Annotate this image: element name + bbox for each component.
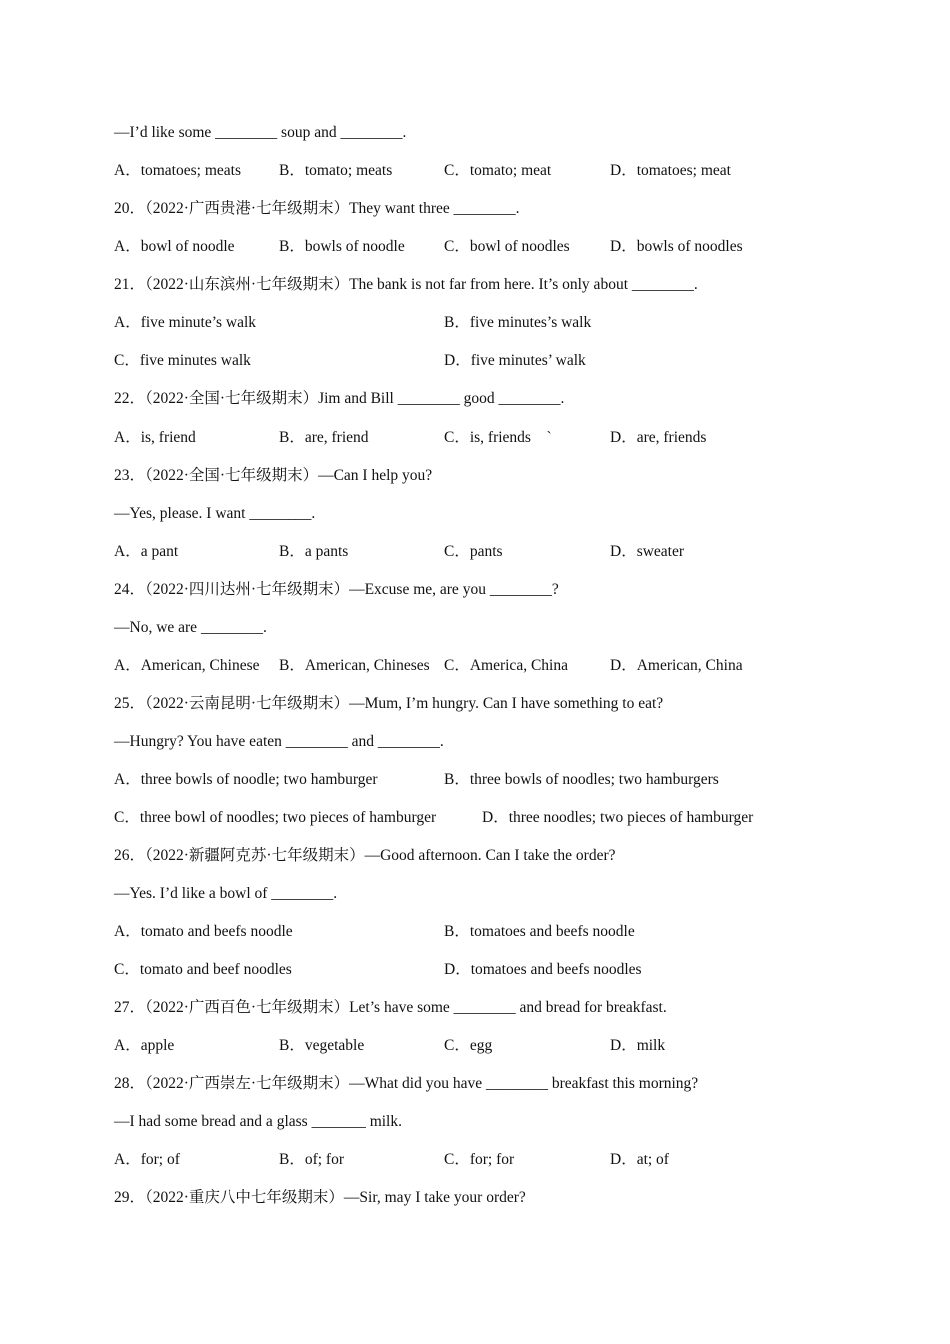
option-b: B．three bowls of noodles; two hamburgers [444, 771, 719, 788]
option-c: C．egg [444, 1037, 493, 1054]
option-d: D．at; of [610, 1151, 669, 1168]
option-c: C．tomato and beef noodles [114, 961, 292, 978]
option-b: B．vegetable [279, 1037, 365, 1054]
option-a: A．tomatoes; meats [114, 162, 241, 179]
option-a: A．for; of [114, 1151, 180, 1168]
option-d: D．milk [610, 1037, 666, 1054]
option-a: A．a pant [114, 543, 179, 560]
option-a: A．three bowls of noodle; two hamburger [114, 771, 378, 788]
question-28: 28．（2022·广西崇左·七年级期末）—What did you have ________ breakfast this morning? [114, 1075, 699, 1092]
option-d: D．bowls of noodles [610, 238, 743, 255]
option-a: A．is, friend [114, 429, 196, 446]
option-c: C．pants [444, 543, 503, 560]
option-d: D．sweater [610, 543, 685, 560]
option-c: C．America, China [444, 657, 568, 674]
option-c: C．five minutes walk [114, 352, 251, 369]
option-c: C．is, friends ` [444, 429, 552, 446]
option-b: B．tomato; meats [279, 162, 393, 179]
option-d: D．five minutes’ walk [444, 352, 586, 369]
question-26: 26．（2022·新疆阿克苏·七年级期末）—Good afternoon. Can I take the order? [114, 847, 616, 864]
question-24: 24．（2022·四川达州·七年级期末）—Excuse me, are you ________? [114, 581, 559, 598]
option-b: B．bowls of noodle [279, 238, 405, 255]
question-line: —I’d like some ________ soup and ________. [114, 124, 407, 141]
option-b: B．five minutes’s walk [444, 314, 592, 331]
question-25-reply: —Hungry? You have eaten ________ and ________. [114, 733, 444, 750]
question-29: 29．（2022·重庆八中七年级期末）—Sir, may I take your order? [114, 1189, 526, 1206]
question-23-reply: —Yes, please. I want ________. [114, 505, 316, 522]
option-a: A．bowl of noodle [114, 238, 235, 255]
option-a: A．tomato and beefs noodle [114, 923, 293, 940]
option-a: A．apple [114, 1037, 175, 1054]
option-d: D．American, China [610, 657, 743, 674]
question-26-reply: —Yes. I’d like a bowl of ________. [114, 885, 338, 902]
question-27: 27．（2022·广西百色·七年级期末）Let’s have some ________ and bread for breakfast. [114, 999, 667, 1016]
option-d: D．tomatoes and beefs noodles [444, 961, 642, 978]
option-b: B．of; for [279, 1151, 345, 1168]
option-b: B．tomatoes and beefs noodle [444, 923, 635, 940]
option-d: D．tomatoes; meat [610, 162, 731, 179]
question-20: 20．（2022·广西贵港·七年级期末）They want three ________. [114, 200, 520, 217]
question-22: 22．（2022·全国·七年级期末）Jim and Bill ________ good ________. [114, 390, 565, 407]
option-c: C．three bowl of noodles; two pieces of hamburger [114, 809, 437, 826]
option-a: A．American, Chinese [114, 657, 260, 674]
question-21: 21．（2022·山东滨州·七年级期末）The bank is not far from here. It’s only about ________. [114, 276, 698, 293]
question-23: 23．（2022·全国·七年级期末）—Can I help you? [114, 467, 433, 484]
option-b: B．a pants [279, 543, 349, 560]
question-28-reply: —I had some bread and a glass _______ milk. [114, 1113, 402, 1130]
option-b: B．American, Chineses [279, 657, 430, 674]
question-25: 25．（2022·云南昆明·七年级期末）—Mum, I’m hungry. Can I have something to eat? [114, 695, 664, 712]
option-a: A．five minute’s walk [114, 314, 257, 331]
option-c: C．tomato; meat [444, 162, 552, 179]
option-b: B．are, friend [279, 429, 369, 446]
question-24-reply: —No, we are ________. [114, 619, 267, 636]
option-d: D．three noodles; two pieces of hamburger [482, 809, 754, 826]
option-c: C．bowl of noodles [444, 238, 570, 255]
option-d: D．are, friends [610, 429, 707, 446]
option-c: C．for; for [444, 1151, 515, 1168]
